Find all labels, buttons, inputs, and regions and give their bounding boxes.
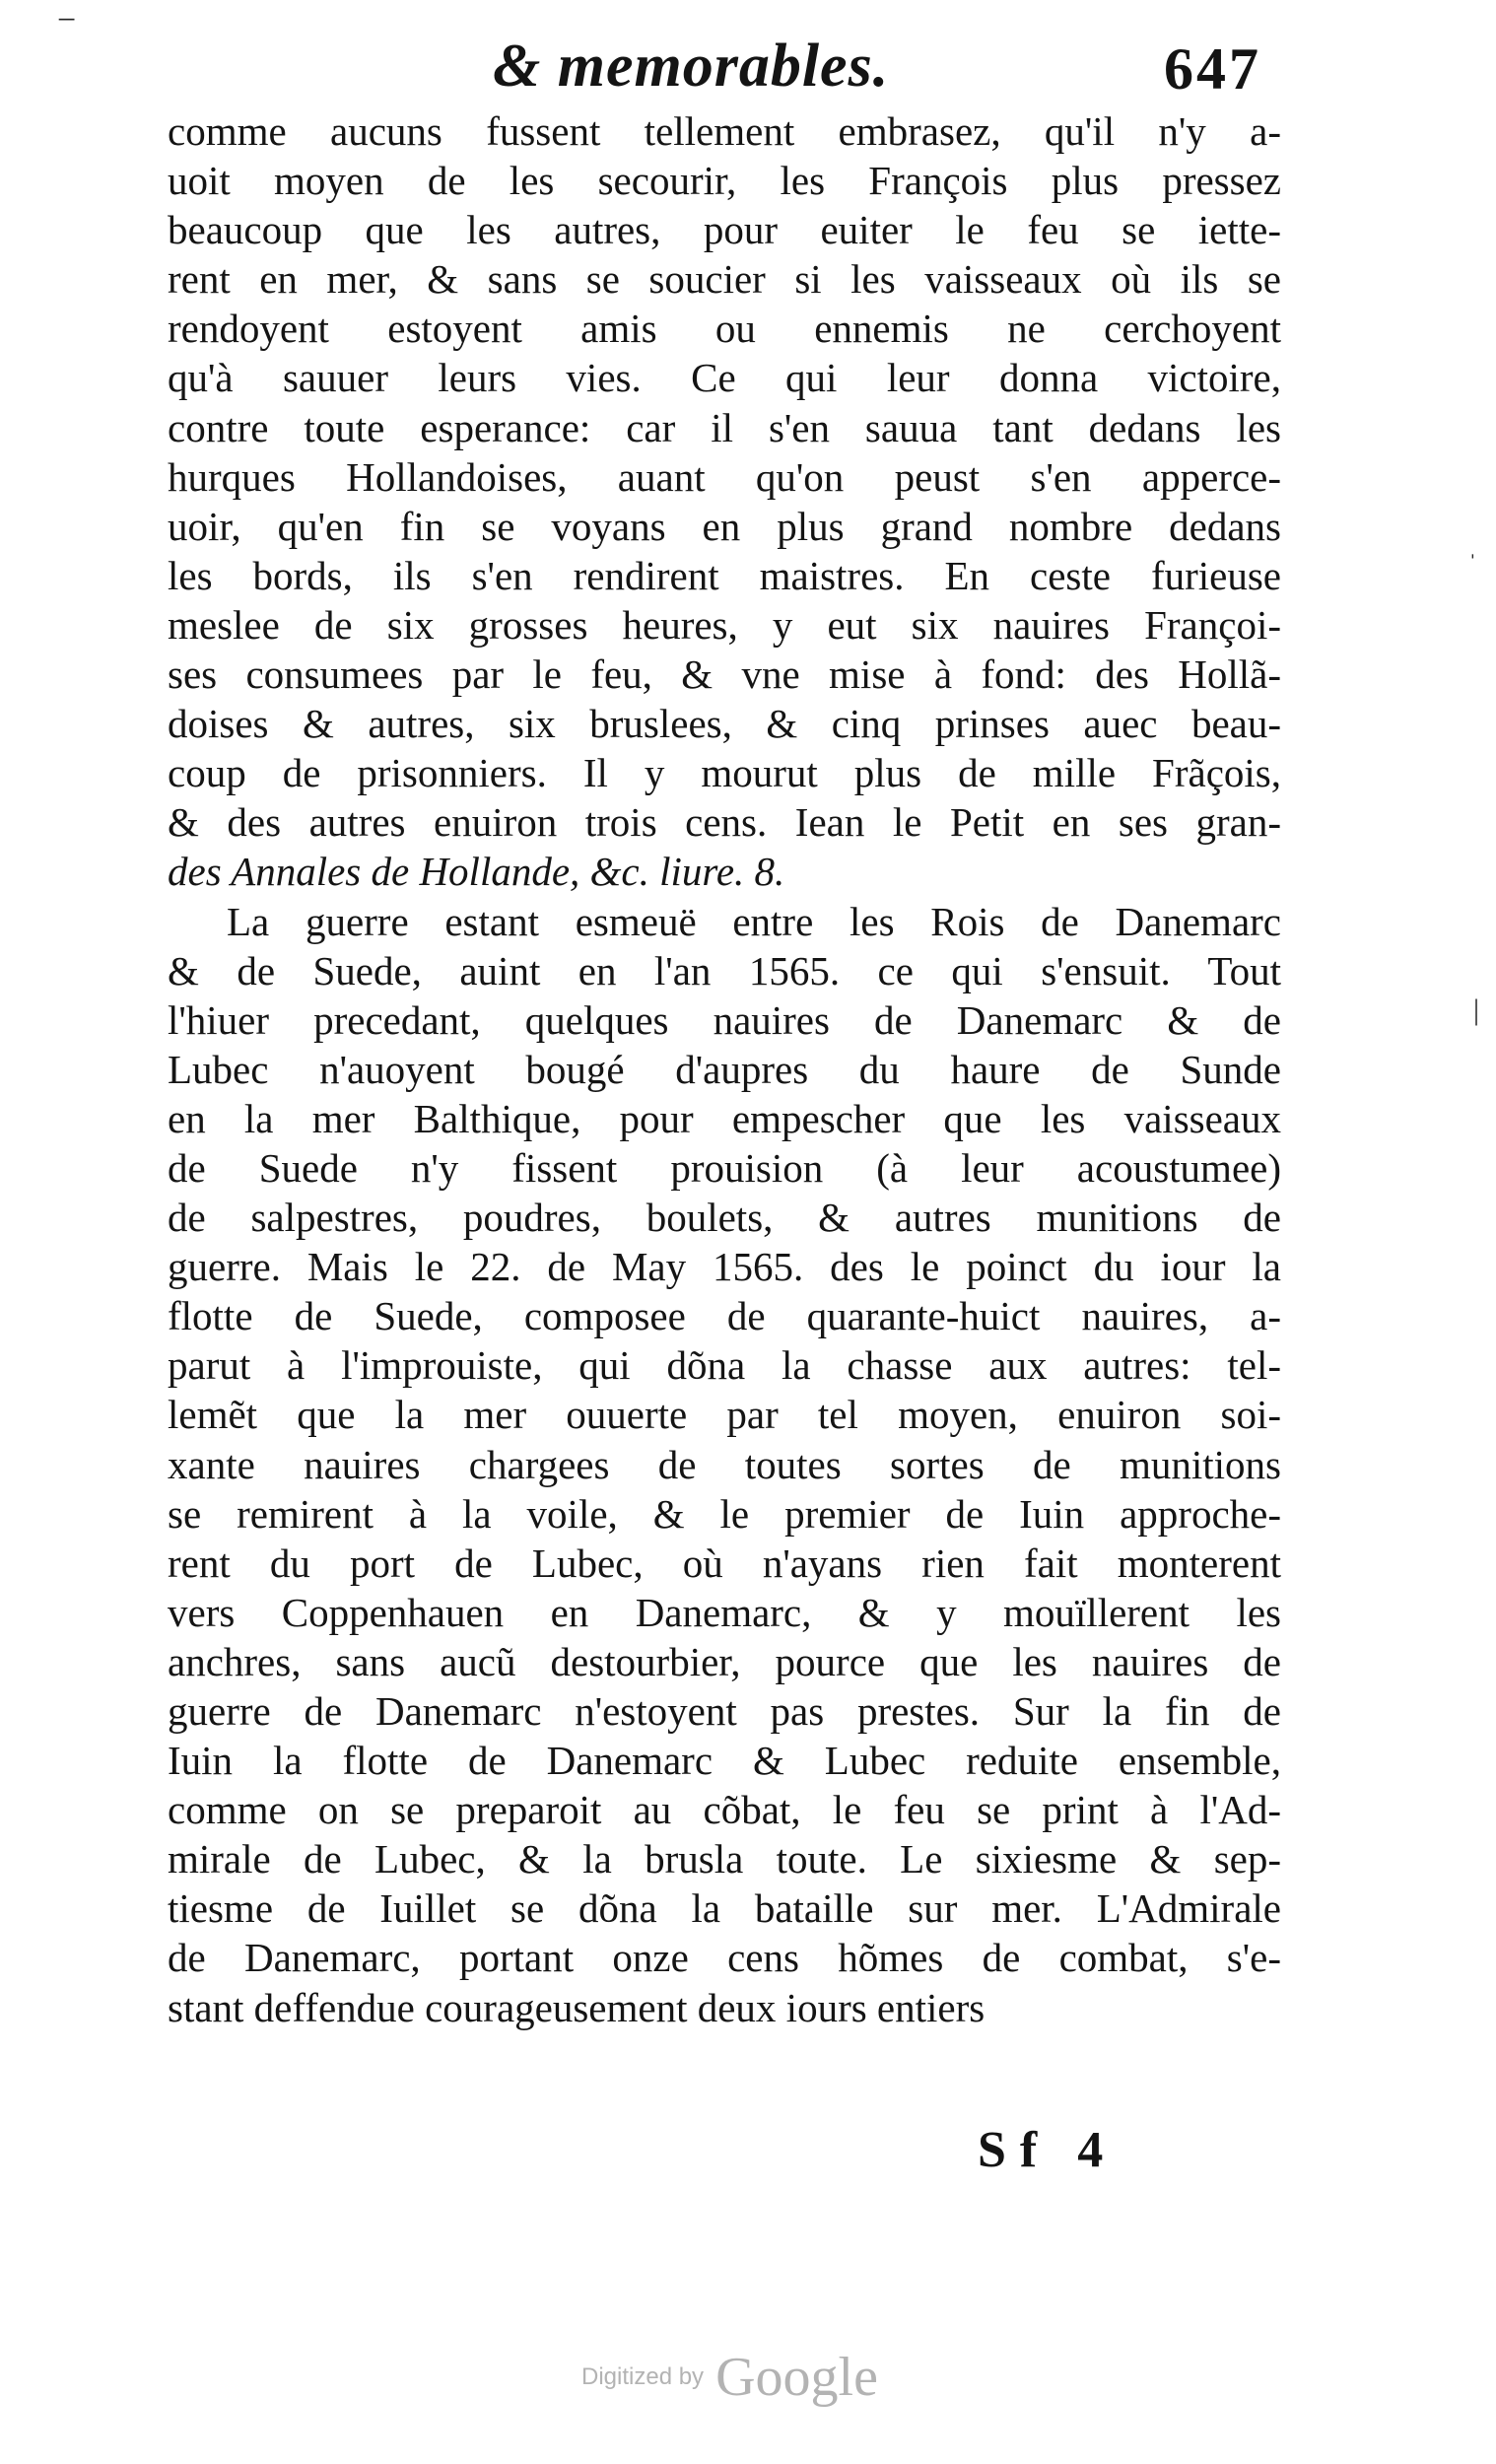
text-line: ses consumees par le feu, & vne mise à fond: des Hollã- [168,651,1281,698]
margin-tick-mark: ˈ [1468,550,1477,579]
text-line: des Annales de Hollande, &c. liure. 8. [168,849,785,895]
running-title: & memorables. [493,33,890,100]
text-line: meslee de six grosses heures, y eut six nauires Françoi- [168,601,1281,648]
text-line: qu'à sauuer leurs vies. Ce qui leur donna victoire, [168,355,1281,401]
page-number: 647 [1164,36,1261,102]
text-line: rent du port de Lubec, où n'ayans rien fait monterent [168,1540,1281,1586]
text-line: uoit moyen de les secourir, les François plus pressez [168,158,1281,204]
text-line: anchres, sans aucũ destourbier, pource que les nauires de [168,1638,1281,1684]
text-line: coup de prisonniers. Il y mourut plus de mille Frãçois, [168,750,1281,796]
text-line: stant deffendue courageusement deux iours entiers [168,1984,986,2030]
body-text [168,106,1281,2032]
text-line: guerre. Mais le 22. de May 1565. des le poinct du iour la [168,1244,1281,1290]
text-line: Lubec n'auoyent bougé d'aupres du haure de Sunde [168,1046,1281,1092]
signature-mark: Sf 4 [978,2122,1118,2178]
text-line: uoir, qu'en fin se voyans en plus grand nombre dedans [168,503,1281,549]
edge-dash-mark: − [57,2,77,38]
text-line: lemẽt que la mer ouuerte par tel moyen, enuiron soi- [168,1392,1281,1438]
text-line: tiesme de Iuillet se dõna la bataille sur mer. L'Admirale [168,1885,1281,1932]
text-line: hurques Hollandoises, auant qu'on peust s'en apperce- [168,453,1281,500]
text-line: guerre de Danemarc n'estoyent pas prestes. Sur la fin de [168,1688,1281,1734]
watermark-prefix: Digitized by [581,2363,705,2390]
text-line: xante nauires chargees de toutes sortes de munitions [168,1441,1281,1487]
text-line: rent en mer, & sans se soucier si les vaisseaux où ils se [168,256,1281,303]
text-line: beaucoup que les autres, pour euiter le feu se iette- [168,207,1281,253]
margin-tick-mark-2: | [1473,993,1480,1026]
text-line: comme on se preparoit au cõbat, le feu se print à l'Ad- [168,1787,1281,1833]
text-line: parut à l'improuiste, qui dõna la chasse aux autres: tel- [168,1342,1281,1389]
google-logo: Google [715,2347,878,2408]
text-line: mirale de Lubec, & la brusla toute. Le sixiesme & sep- [168,1836,1281,1882]
text-line: l'hiuer precedant, quelques nauires de Danemarc & de [168,996,1281,1043]
text-line: de salpestres, poudres, boulets, & autres munitions de [168,1195,1281,1241]
text-line: se remirent à la voile, & le premier de Iuin approche- [168,1490,1281,1537]
text-line: rendoyent estoyent amis ou ennemis ne cerchoyent [168,306,1281,352]
text-line: La guerre estant esmeuë entre les Rois de Danemarc [227,898,1281,944]
text-line: & des autres enuiron trois cens. Iean le Petit en ses gran- [168,799,1281,846]
text-line: & de Suede, auint en l'an 1565. ce qui s'ensuit. Tout [168,947,1281,993]
text-line: flotte de Suede, composee de quarante-huict nauires, a- [168,1293,1281,1339]
text-line: doises & autres, six bruslees, & cinq prinses auec beau- [168,701,1281,747]
page-header [463,22,1281,110]
text-line: les bords, ils s'en rendirent maistres. En ceste furieuse [168,552,1281,598]
text-line: de Danemarc, portant onze cens hõmes de combat, s'e- [168,1935,1281,1981]
digitized-watermark [581,2346,878,2409]
text-line: comme aucuns fussent tellement embrasez, qu'il n'y a- [168,108,1281,154]
text-line: Iuin la flotte de Danemarc & Lubec reduite ensemble, [168,1738,1281,1784]
text-line: vers Coppenhauen en Danemarc, & y mouïllerent les [168,1589,1281,1635]
text-line: en la mer Balthique, pour empescher que les vaisseaux [168,1095,1281,1141]
text-line: contre toute esperance: car il s'en sauua tant dedans les [168,404,1281,450]
text-line: de Suede n'y fissent prouision (à leur acoustumee) [168,1144,1281,1191]
